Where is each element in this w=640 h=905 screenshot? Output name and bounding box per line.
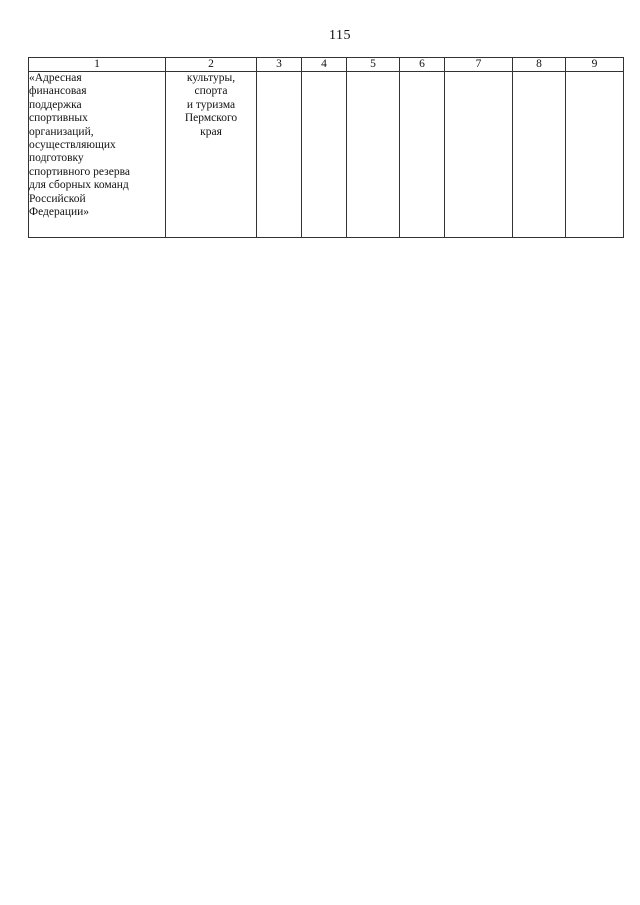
cell-text-line: организаций, bbox=[29, 125, 94, 138]
cell-text-line: спортивных bbox=[29, 112, 88, 125]
cell-col-3 bbox=[257, 72, 302, 238]
cell-text-line: спорта bbox=[194, 85, 228, 98]
data-table bbox=[28, 57, 624, 238]
header-row bbox=[29, 58, 624, 72]
cell-text-line: Российской bbox=[29, 192, 86, 205]
cell-col-6 bbox=[400, 72, 445, 238]
cell-text-line: финансовая bbox=[29, 85, 87, 98]
column-header-5: 5 bbox=[347, 58, 400, 72]
cell-text-line: Пермского bbox=[184, 112, 238, 125]
cell-text-line: для сборных команд bbox=[29, 179, 129, 192]
column-header-7: 7 bbox=[445, 58, 513, 72]
cell-text-line: осуществляющих bbox=[29, 139, 116, 152]
cell-executor bbox=[166, 72, 257, 238]
column-header-2: 2 bbox=[166, 58, 257, 72]
cell-col-8 bbox=[513, 72, 566, 238]
cell-text-line: поддержка bbox=[29, 98, 82, 111]
page-number: 115 bbox=[329, 28, 351, 43]
cell-text-line: и туризма bbox=[186, 98, 236, 111]
cell-text-line: подготовку bbox=[29, 152, 84, 165]
cell-text-line: края bbox=[200, 125, 222, 138]
column-header-9: 9 bbox=[566, 58, 624, 72]
cell-col-9 bbox=[566, 72, 624, 238]
cell-text-line: культуры, bbox=[186, 72, 236, 84]
table-row bbox=[29, 72, 624, 238]
column-header-3: 3 bbox=[257, 58, 302, 72]
column-header-1: 1 bbox=[29, 58, 166, 72]
cell-text-line: Федерации» bbox=[29, 206, 90, 219]
cell-col-5 bbox=[347, 72, 400, 238]
cell-text-line: «Адресная bbox=[29, 72, 82, 84]
cell-program-name bbox=[29, 72, 166, 238]
cell-col-4 bbox=[302, 72, 347, 238]
cell-text-line: спортивного резерва bbox=[29, 165, 130, 178]
column-header-6: 6 bbox=[400, 58, 445, 72]
column-header-4: 4 bbox=[302, 58, 347, 72]
cell-col-7 bbox=[445, 72, 513, 238]
column-header-8: 8 bbox=[513, 58, 566, 72]
